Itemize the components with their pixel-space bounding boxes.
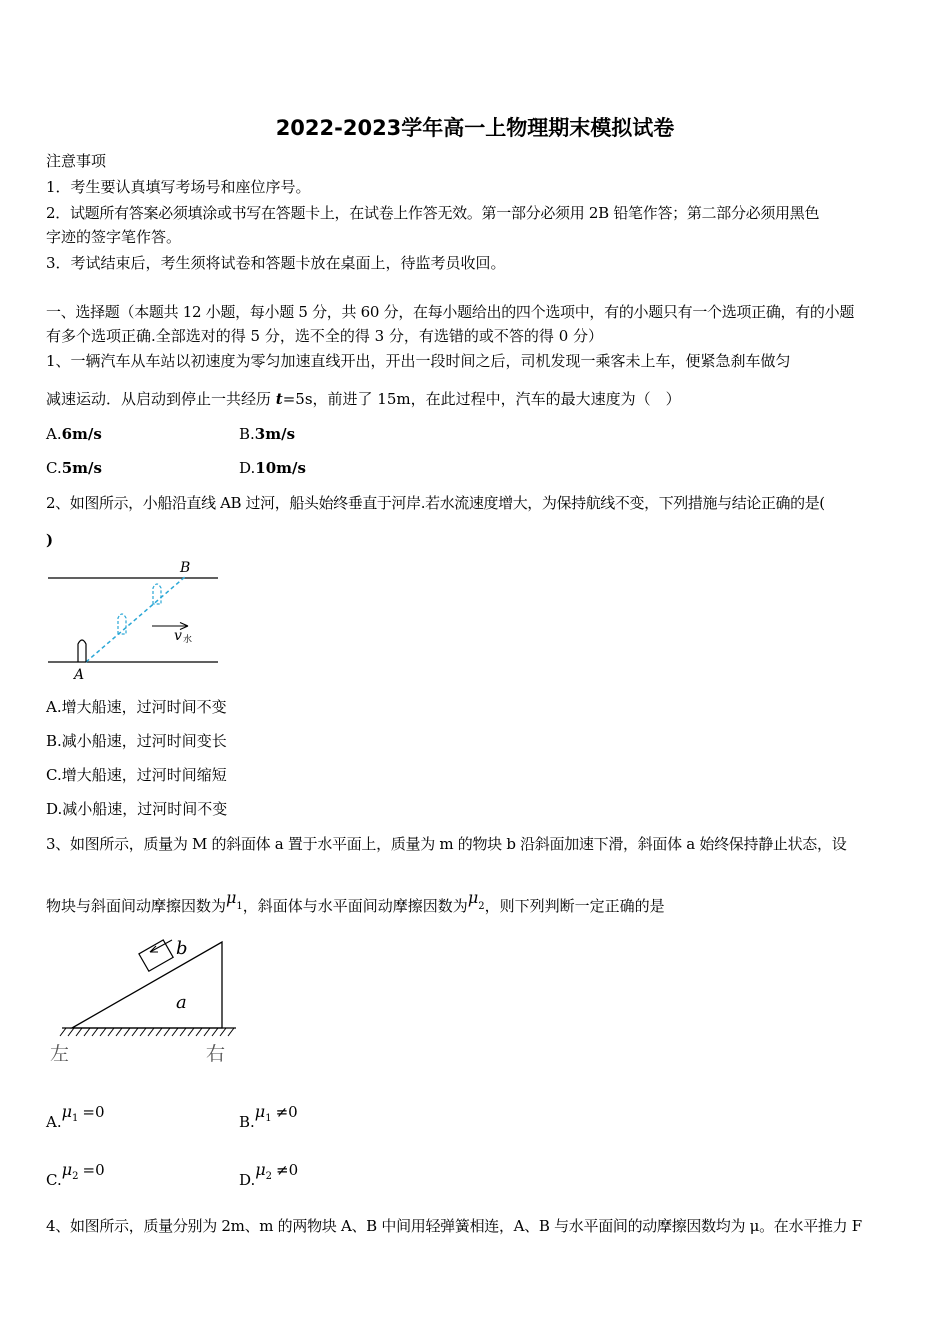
q2-option-b: B.减小船速，过河时间变长: [46, 732, 227, 750]
point-b-label: B: [180, 560, 191, 576]
section-heading: 一、选择题（本题共 12 小题，每小题 5 分，共 60 分，在每小题给出的四个选项中，有的小题只有一个选项正确，有的小题: [46, 303, 855, 321]
river-boat-diagram: [46, 558, 226, 682]
left-label: 左: [50, 1043, 70, 1065]
q2-option-d: D.减小船速，过河时间不变: [46, 800, 228, 818]
question-3-text-cont: 物块与斜面间动摩擦因数为$\mu_1$，斜面体与水平面间动摩擦因数为$\mu_2$，则下列判断一定正确的是: [46, 888, 665, 915]
q3-option-d: $D.\mu_2 \ne 0$: [239, 1160, 299, 1189]
right-label: 右: [206, 1043, 226, 1065]
block-b-label: b: [176, 938, 188, 959]
q1-option-d: D.10m/s: [239, 459, 306, 477]
velocity-label: v: [174, 628, 182, 644]
q3-option-a: $A.\mu_1 =0$: [46, 1102, 105, 1131]
q1-t: t: [275, 390, 283, 408]
q1-option-b: B.3m/s: [239, 425, 296, 443]
question-3-text: 3、如图所示，质量为 M 的斜面体 a 置于水平面上，质量为 m 的物块 b 沿斜面加速下滑，斜面体 a 始终保持静止状态，设: [46, 835, 847, 853]
incline-diagram: [46, 936, 246, 1068]
mu-symbol: μ: [467, 888, 479, 907]
q2-option-a: A.增大船速，过河时间不变: [46, 698, 227, 716]
velocity-sub: 水: [183, 635, 193, 645]
q3-option-c: $C.\mu_2 =0$: [46, 1160, 105, 1189]
q1-option-c: C.5m/s: [46, 459, 102, 477]
q1-line2b: =5s，前进了 15m，在此过程中，汽车的最大速度为（ ）: [282, 390, 681, 408]
section-heading-cont: 有多个选项正确.全部选对的得 5 分，选不全的得 3 分，有选错的或不答的得 0 分）: [46, 327, 604, 345]
notice-item: 3．考试结束后，考生须将试卷和答题卡放在桌面上，待监考员收回。: [46, 254, 506, 272]
notice-item: 2．试题所有答案必须填涂或书写在答题卡上，在试卷上作答无效。第一部分必须用 2B 铅笔作答；第二部分必须用黑色: [46, 204, 820, 222]
notice-item: 字迹的签字笔作答。: [46, 228, 182, 246]
question-2-text-cont: ): [46, 531, 54, 549]
page-title: 2022-2023学年高一上物理期末模拟试卷: [275, 116, 675, 140]
question-2-text: 2、如图所示，小船沿直线 AB 过河，船头始终垂直于河岸.若水流速度增大，为保持航线不变，下列措施与结论正确的是(: [46, 494, 825, 512]
q1-line2a: 减速运动．从启动到停止一共经历: [46, 390, 276, 408]
question-1-text-cont: [46, 389, 681, 409]
incline-a-label: a: [176, 992, 187, 1013]
question-4-text: 4、如图所示，质量分别为 2m、m 的两物块 A、B 中间用轻弹簧相连，A、B 与水平面间的动摩擦因数均为 μ。在水平推力 F: [46, 1217, 862, 1235]
question-1-text: 1、一辆汽车从车站以初速度为零匀加速直线开出，开出一段时间之后，司机发现一乘客未上车，便紧急刹车做匀: [46, 352, 791, 370]
notice-item: 1．考生要认真填写考场号和座位序号。: [46, 178, 311, 196]
mu-symbol: μ: [226, 888, 237, 907]
notice-heading: 注意事项: [46, 152, 107, 170]
q2-option-c: C.增大船速，过河时间缩短: [46, 766, 227, 784]
q3-option-b: $B.\mu_1 \ne 0$: [239, 1102, 298, 1131]
q1-option-a: A.6m/s: [46, 425, 102, 443]
point-a-label: A: [74, 667, 85, 683]
